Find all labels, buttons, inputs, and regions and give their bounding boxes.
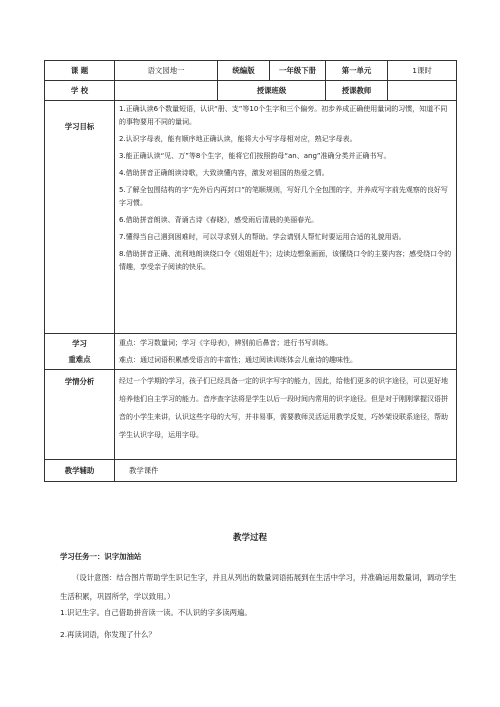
goals-content	[115, 101, 457, 334]
keypoints-content	[115, 334, 457, 370]
keypoints-label-line2: 重难点	[68, 354, 91, 364]
hours-value: 1课时	[388, 61, 457, 81]
goal-item: 6.借助拼音朗读、背诵古诗《春晓》，感受雨后清晨的美丽春光。	[119, 216, 319, 224]
focus-text: 重点：学习数量词；学习《字母表》，辨别前后鼻音；进行书写训练。	[119, 338, 333, 347]
subject-label: 课 题	[45, 61, 115, 81]
task-title: 学习任务一：识字加油站	[60, 552, 142, 561]
goal-item: 2.认识字母表，能有顺序地正确认读，能将大小写字母相对应，熟记字母表。	[119, 135, 357, 143]
table-row	[45, 101, 457, 334]
step-1: 1.识记生字。自己借助拼音读一读。不认识的字多读两遍。	[60, 608, 252, 617]
teacher-label: 授课教师	[326, 81, 388, 101]
goal-item: 5.了解全包围结构的字“先外后内再封口”的笔顺规则，写好几个全包围的字，并养成写字前先观察的良好写字习惯。	[119, 186, 448, 207]
goal-item: 4.借助拼音正确朗读诗歌，大致读懂内容，激发对祖国的热爱之情。	[119, 169, 329, 177]
analysis-label: 学情分析	[45, 370, 115, 460]
analysis-text: 经过一个学期的学习，孩子们已经具备一定的识字写字的能力，因此，给他们更多的识字途径，可以更好地培养他们自主学习的能力。音序查字法将是学生以后一段时间内常用的识字途径。但是对于刚刚掌握汉语拼音的小学生来讲，认识这些字母的大写，并非易事，需要教师灵活运用教学反复，巧妙架设联系途径，帮助学生认识字母，运用字母。	[119, 377, 448, 439]
keypoints-label-line1: 学习	[72, 338, 87, 348]
aids-value: 教学课件	[115, 460, 457, 482]
teacher-value	[388, 81, 457, 101]
lesson-plan-table	[44, 60, 457, 482]
goals-label: 学习目标	[45, 101, 115, 334]
school-label: 学 校	[45, 81, 115, 101]
step-2: 2.再读词语，你发现了什么？	[60, 630, 156, 639]
goal-item: 8.借助拼音正确、流利地朗读绕口令《姐姐赶牛》；边读边想象画面，该懂绕口令的主要内容；感受绕口令的情趣，享受亲子阅读的快乐。	[119, 250, 452, 271]
goal-item: 7.懂得当自己遇到困难时，可以寻求别人的帮助。学会请别人帮忙时要运用合适的礼貌用语。	[119, 233, 406, 241]
table-row	[45, 334, 457, 370]
table-row	[45, 81, 457, 101]
section-title: 教学过程	[232, 533, 267, 543]
table-row	[45, 370, 457, 460]
school-value	[115, 81, 218, 101]
table-row	[45, 460, 457, 482]
goal-item: 1.正确认读6个数量短语，认识“册、支”等10个生字和三个偏旁。初步养成正确使用量词的习惯，知道不同的事物要用不同的量词。	[119, 105, 448, 126]
table-row	[45, 61, 457, 81]
grade-value: 一年级下册	[270, 61, 326, 81]
goal-item: 3.能正确认读“见、万”等8个生字，能将它们按照韵母“an、ang”准确分类并正确书写。	[119, 152, 391, 160]
difficulty-text: 难点：通过词语积累感受语言的丰富性；通过阅读训练体会儿童诗的趣味性。	[119, 355, 357, 364]
subject-value: 语文园地一	[115, 61, 218, 81]
edition-value: 统编版	[218, 61, 270, 81]
class-label: 授课班级	[218, 81, 326, 101]
unit-value: 第一单元	[326, 61, 388, 81]
aids-label: 教学辅助	[45, 460, 115, 482]
analysis-content	[115, 370, 457, 460]
design-intent-paragraph: （设计意图：结合图片帮助学生识记生字，并且从列出的数量词语拓展到在生活中学习，并准确运用数量词，调动学生生活积累，巩固所学，学以致用。）	[60, 573, 457, 601]
keypoints-label	[45, 334, 115, 370]
